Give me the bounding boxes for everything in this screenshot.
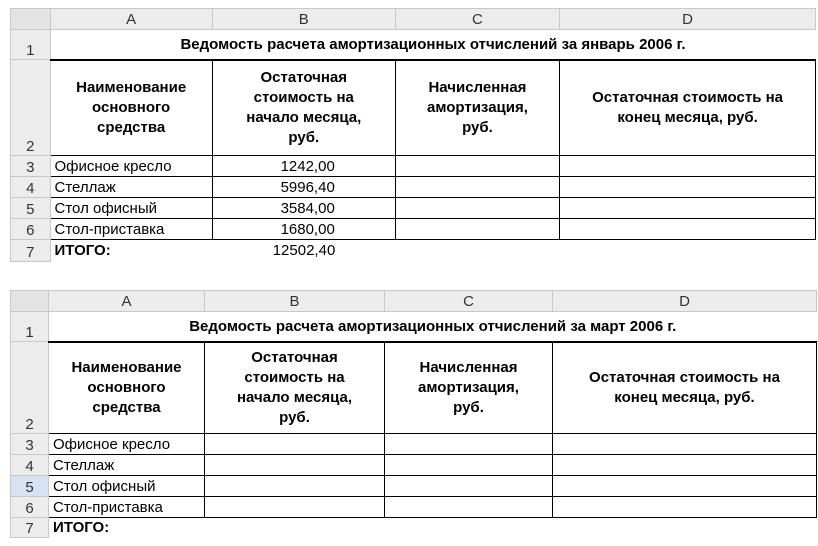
header-text: начало месяца, <box>237 388 352 406</box>
total-value[interactable] <box>205 518 385 538</box>
cell-asset-name[interactable]: Стол-приставка <box>50 219 212 240</box>
cell-residual-start[interactable]: 5996,40 <box>212 177 395 198</box>
header-text: Наименование <box>71 358 182 376</box>
cell-asset-name[interactable]: Стол-приставка <box>49 497 205 518</box>
header-residual-end[interactable] <box>553 342 817 434</box>
column-header-row <box>11 291 817 312</box>
cell-residual-start[interactable] <box>205 497 385 518</box>
table-row <box>11 434 817 455</box>
cell-residual-end[interactable] <box>553 434 817 455</box>
table-row <box>11 156 816 177</box>
cell-residual-end[interactable] <box>553 455 817 476</box>
table-row <box>11 219 816 240</box>
select-all-corner[interactable] <box>11 291 49 312</box>
row-header-6[interactable]: 6 <box>11 219 51 240</box>
cell-residual-end[interactable] <box>560 219 816 240</box>
header-text: стоимость на <box>244 368 345 386</box>
cell-residual-start[interactable]: 1680,00 <box>212 219 395 240</box>
cell-depreciation[interactable] <box>395 177 559 198</box>
header-text: конец месяца, руб. <box>614 388 755 406</box>
cell-depreciation[interactable] <box>385 476 553 497</box>
header-text: начало месяца, <box>246 108 362 126</box>
header-text: стоимость на <box>253 88 354 106</box>
select-all-corner[interactable] <box>11 9 51 30</box>
table-row <box>11 455 817 476</box>
header-text: амортизация, <box>418 378 519 396</box>
total-label[interactable]: ИТОГО: <box>49 518 205 538</box>
cell-residual-end[interactable] <box>560 177 816 198</box>
header-text: руб. <box>462 118 493 136</box>
sheet-title[interactable]: Ведомость расчета амортизационных отчислений за март 2006 г. <box>49 312 817 342</box>
cell-asset-name[interactable]: Стол офисный <box>49 476 205 497</box>
header-text: руб. <box>279 408 310 426</box>
spreadsheet-march <box>10 290 817 538</box>
column-header-b[interactable]: B <box>212 9 395 30</box>
total-residual-end[interactable] <box>560 240 816 262</box>
cell-depreciation[interactable] <box>385 497 553 518</box>
column-header-d[interactable]: D <box>560 9 816 30</box>
row-header-7[interactable]: 7 <box>11 518 49 538</box>
cell-residual-start[interactable]: 3584,00 <box>212 198 395 219</box>
header-residual-end[interactable] <box>560 60 816 156</box>
header-residual-start[interactable] <box>205 342 385 434</box>
cell-asset-name[interactable]: Стол офисный <box>50 198 212 219</box>
column-header-c[interactable]: C <box>395 9 559 30</box>
header-text: средства <box>92 398 161 416</box>
total-depreciation[interactable] <box>385 518 553 538</box>
header-asset-name[interactable] <box>49 342 205 434</box>
header-text: Остаточная <box>260 68 348 86</box>
row-header-5[interactable]: 5 <box>11 476 49 497</box>
header-text: Наименование <box>76 78 187 96</box>
header-text: Остаточная стоимость на <box>589 368 780 386</box>
row-header-3[interactable]: 3 <box>11 434 49 455</box>
row-header-3[interactable]: 3 <box>11 156 51 177</box>
cell-asset-name[interactable]: Офисное кресло <box>50 156 212 177</box>
column-header-a[interactable]: A <box>50 9 212 30</box>
column-header-b[interactable]: B <box>205 291 385 312</box>
cell-asset-name[interactable]: Стеллаж <box>49 455 205 476</box>
row-header-4[interactable]: 4 <box>11 455 49 476</box>
cell-depreciation[interactable] <box>385 434 553 455</box>
header-text: конец месяца, руб. <box>617 108 758 126</box>
table-row <box>11 476 817 497</box>
cell-residual-start[interactable] <box>205 455 385 476</box>
cell-residual-end[interactable] <box>553 476 817 497</box>
total-value[interactable]: 12502,40 <box>212 240 395 262</box>
cell-asset-name[interactable]: Стеллаж <box>50 177 212 198</box>
column-header-d[interactable]: D <box>553 291 817 312</box>
header-text: Начисленная <box>428 78 527 96</box>
column-header-row <box>11 9 816 30</box>
total-row <box>11 240 816 262</box>
column-header-a[interactable]: A <box>49 291 205 312</box>
header-text: основного <box>92 98 171 116</box>
total-depreciation[interactable] <box>395 240 559 262</box>
table-row <box>11 177 816 198</box>
cell-residual-start[interactable] <box>205 434 385 455</box>
cell-residual-start[interactable] <box>205 476 385 497</box>
cell-residual-end[interactable] <box>560 156 816 177</box>
cell-residual-end[interactable] <box>560 198 816 219</box>
header-text: руб. <box>288 128 320 146</box>
header-text: основного <box>87 378 166 396</box>
row-header-2[interactable]: 2 <box>11 60 51 156</box>
column-header-c[interactable]: C <box>385 291 553 312</box>
header-depreciation[interactable] <box>385 342 553 434</box>
row-header-4[interactable]: 4 <box>11 177 51 198</box>
total-label[interactable]: ИТОГО: <box>50 240 212 262</box>
header-depreciation[interactable] <box>395 60 559 156</box>
row-header-6[interactable]: 6 <box>11 497 49 518</box>
spreadsheet-january <box>10 8 816 262</box>
header-text: руб. <box>453 398 484 416</box>
header-text: Остаточная стоимость на <box>592 88 783 106</box>
header-text: амортизация, <box>427 98 528 116</box>
row-header-7[interactable]: 7 <box>11 240 51 262</box>
row-header-1[interactable]: 1 <box>11 312 49 342</box>
header-text: Остаточная <box>251 348 338 366</box>
header-asset-name[interactable] <box>50 60 212 156</box>
sheet-title[interactable]: Ведомость расчета амортизационных отчислений за январь 2006 г. <box>50 30 815 60</box>
total-row <box>11 518 817 538</box>
cell-depreciation[interactable] <box>395 156 559 177</box>
cell-asset-name[interactable]: Офисное кресло <box>49 434 205 455</box>
total-residual-end[interactable] <box>553 518 817 538</box>
table-row <box>11 497 817 518</box>
row-header-1[interactable]: 1 <box>11 30 51 60</box>
cell-depreciation[interactable] <box>395 198 559 219</box>
row-header-5[interactable]: 5 <box>11 198 51 219</box>
header-residual-start[interactable] <box>212 60 395 156</box>
table-row <box>11 198 816 219</box>
header-text: средства <box>97 118 166 136</box>
cell-depreciation[interactable] <box>395 219 559 240</box>
row-header-2[interactable]: 2 <box>11 342 49 434</box>
cell-depreciation[interactable] <box>385 455 553 476</box>
cell-residual-start[interactable]: 1242,00 <box>212 156 395 177</box>
cell-residual-end[interactable] <box>553 497 817 518</box>
header-text: Начисленная <box>419 358 518 376</box>
